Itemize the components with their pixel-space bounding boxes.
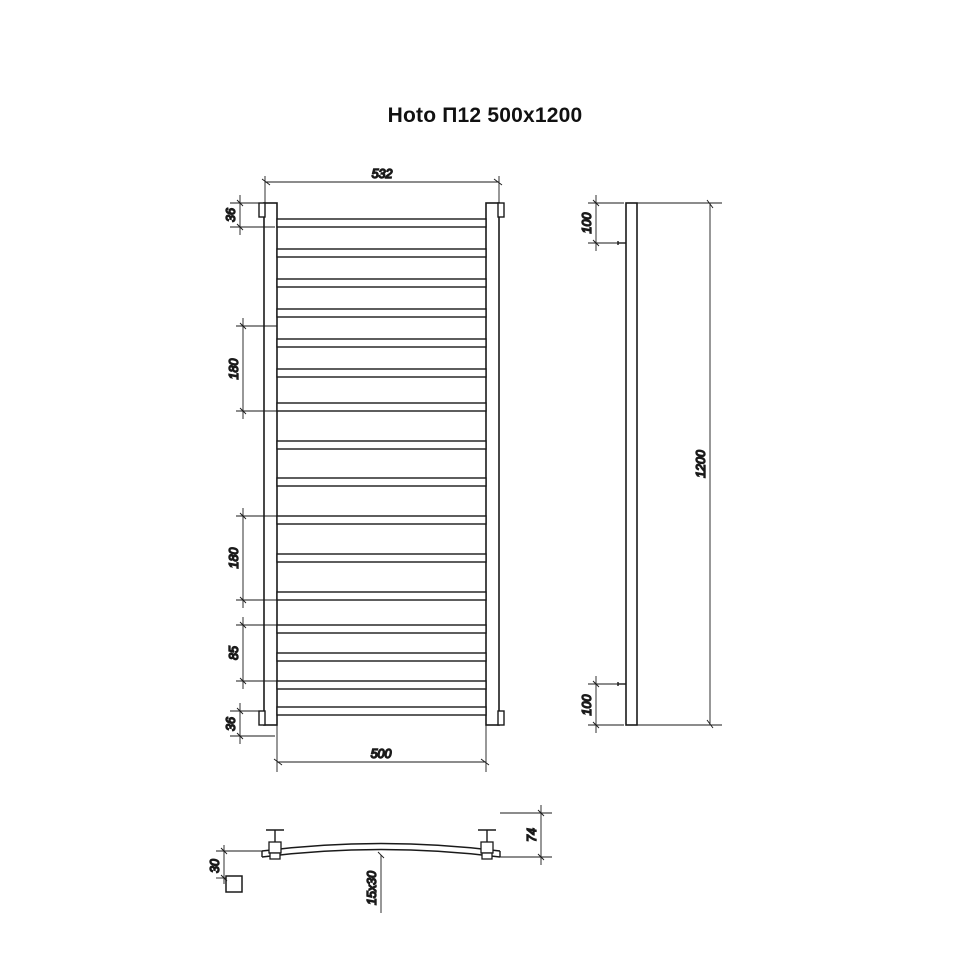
dim-label-side-top-100: 100: [580, 212, 594, 234]
side-view: [618, 203, 637, 725]
page-title: Ноto П12 500x1200: [387, 104, 583, 127]
dim-label-front-spacing-85: 85: [227, 646, 241, 660]
tube-profile-sample: [226, 876, 242, 892]
front-view-rungs: [277, 219, 486, 715]
dim-label-top-profile-30: 30: [208, 859, 222, 873]
top-view: [226, 830, 500, 892]
dim-label-front-width-outer: 532: [371, 167, 393, 181]
front-view: [259, 203, 504, 725]
dim-label-front-width-inner: 500: [370, 747, 392, 761]
dim-label-front-spacing-180-lower: 180: [227, 547, 241, 569]
dim-label-side-bottom-100: 100: [580, 694, 594, 716]
dim-label-side-height-1200: 1200: [694, 450, 708, 478]
dim-label-front-bottom-offset: 36: [224, 717, 238, 731]
dim-label-top-depth-74: 74: [525, 828, 539, 842]
dim-side-height-1200: [637, 200, 722, 728]
dim-label-top-tube-15x30: 15х30: [365, 870, 379, 906]
dim-label-front-spacing-180-upper: 180: [227, 358, 241, 380]
dim-label-front-top-offset: 36: [224, 208, 238, 222]
